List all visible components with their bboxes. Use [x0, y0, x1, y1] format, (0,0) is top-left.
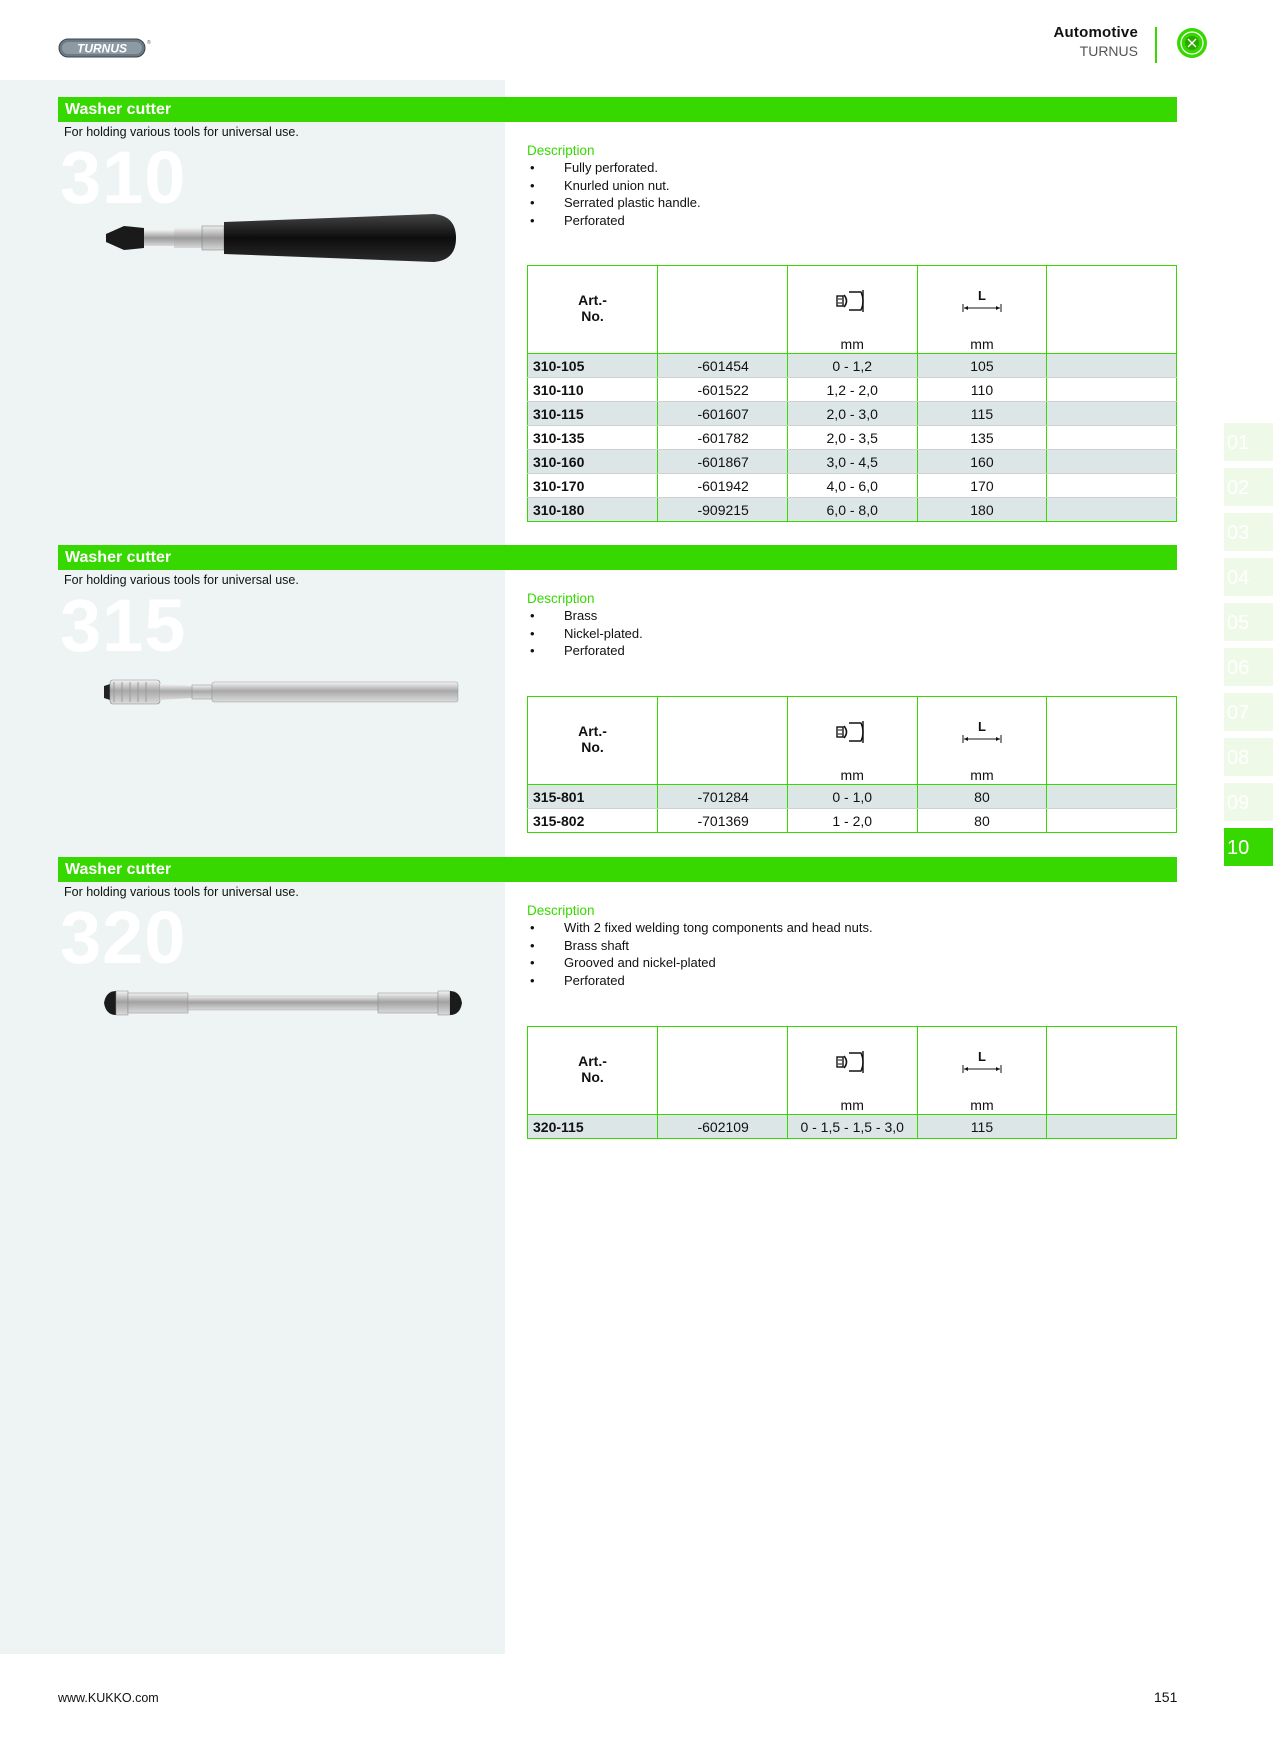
article-code: -601522 [657, 378, 787, 402]
article-code: -601607 [657, 402, 787, 426]
description-block [527, 591, 643, 660]
footer-website[interactable]: www.KUKKO.com [58, 1691, 159, 1705]
section-subtitle: For holding various tools for universal use. [64, 885, 299, 899]
length-value: 170 [917, 474, 1047, 498]
clamping-range: 4,0 - 6,0 [787, 474, 917, 498]
description-block [527, 903, 873, 989]
art-no-label-2: No. [581, 1069, 604, 1085]
art-no-label: Art.- [578, 292, 607, 308]
description-item: • With 2 fixed welding tong components and head nuts. [527, 919, 873, 937]
header-category: Automotive [1053, 24, 1138, 41]
article-code: -909215 [657, 498, 787, 522]
article-number: 310-170 [528, 474, 658, 498]
brand-seal-icon [1176, 27, 1208, 59]
description-heading: Description [527, 143, 595, 158]
length-value: 115 [917, 402, 1047, 426]
section-title-bar [58, 857, 1177, 882]
description-heading: Description [527, 903, 595, 918]
header-art-no [528, 1027, 658, 1094]
length-symbol: L [977, 719, 986, 734]
chapter-tab[interactable]: 09 [1224, 783, 1273, 821]
article-number: 310-115 [528, 402, 658, 426]
length-value: 160 [917, 450, 1047, 474]
table-row [528, 450, 1177, 474]
spec-table [527, 265, 1177, 522]
header-art-no [528, 697, 658, 764]
length-dimension-icon [962, 734, 1002, 744]
section-number: 310 [60, 136, 187, 219]
article-code: -602109 [657, 1115, 787, 1139]
section-subtitle: For holding various tools for universal use. [64, 125, 299, 139]
clamping-range: 1,2 - 2,0 [787, 378, 917, 402]
article-code: -601454 [657, 354, 787, 378]
section-number: 315 [60, 584, 187, 667]
header-titles [1054, 24, 1139, 59]
double-ended-pin-vise-image [102, 985, 464, 1021]
article-number: 310-135 [528, 426, 658, 450]
header-art-no [528, 266, 658, 333]
length-symbol: L [977, 288, 986, 303]
description-heading: Description [527, 591, 595, 606]
description-item: • Brass shaft [527, 937, 873, 955]
table-row [528, 402, 1177, 426]
clamp-capacity-icon [835, 288, 869, 314]
chapter-tab[interactable]: 02 [1224, 468, 1273, 506]
header-empty [1047, 697, 1177, 764]
header-length [917, 266, 1047, 333]
brass-pin-vise-image [102, 674, 462, 710]
description-item: • Perforated [527, 212, 701, 230]
logo-text: TURNUS [77, 41, 127, 56]
description-item: • Grooved and nickel-plated [527, 954, 873, 972]
section-number: 320 [60, 896, 187, 979]
chapter-tab[interactable]: 07 [1224, 693, 1273, 731]
header-capacity [787, 697, 917, 764]
table-row [528, 426, 1177, 450]
clamping-range: 0 - 1,2 [787, 354, 917, 378]
length-dimension-icon [962, 1064, 1002, 1074]
description-item: • Perforated [527, 972, 873, 990]
pin-vise-with-plastic-handle-image [104, 210, 460, 266]
unit-length: mm [917, 332, 1047, 354]
article-code: -601782 [657, 426, 787, 450]
table-row [528, 354, 1177, 378]
article-code: -701369 [657, 809, 787, 833]
table-row [528, 809, 1177, 833]
header-length [917, 697, 1047, 764]
clamping-range: 6,0 - 8,0 [787, 498, 917, 522]
length-value: 80 [917, 785, 1047, 809]
art-no-label: Art.- [578, 1053, 607, 1069]
spec-table [527, 1026, 1177, 1139]
chapter-tab-active[interactable]: 10 [1224, 828, 1273, 866]
description-item: • Knurled union nut. [527, 177, 701, 195]
header-code [657, 266, 787, 333]
description-item: • Perforated [527, 642, 643, 660]
article-code: -701284 [657, 785, 787, 809]
svg-text:®: ® [147, 40, 151, 46]
description-item: • Nickel-plated. [527, 625, 643, 643]
section-title-bar [58, 97, 1177, 122]
article-number: 320-115 [528, 1115, 658, 1139]
unit-capacity: mm [787, 1093, 917, 1115]
article-number: 310-180 [528, 498, 658, 522]
unit-capacity: mm [787, 332, 917, 354]
description-block [527, 143, 701, 229]
header-capacity [787, 266, 917, 333]
length-value: 80 [917, 809, 1047, 833]
clamping-range: 3,0 - 4,5 [787, 450, 917, 474]
chapter-tab[interactable]: 03 [1224, 513, 1273, 551]
table-row [528, 474, 1177, 498]
clamping-range: 0 - 1,5 - 1,5 - 3,0 [787, 1115, 917, 1139]
section-title: Washer cutter [65, 549, 172, 566]
description-item: • Brass [527, 607, 643, 625]
header-empty [1047, 1027, 1177, 1094]
clamping-range: 0 - 1,0 [787, 785, 917, 809]
clamping-range: 2,0 - 3,5 [787, 426, 917, 450]
turnus-logo [58, 38, 150, 58]
length-symbol: L [977, 1049, 986, 1064]
art-no-label-2: No. [581, 308, 604, 324]
article-number: 310-110 [528, 378, 658, 402]
section-title: Washer cutter [65, 101, 172, 118]
clamp-capacity-icon [835, 719, 869, 745]
section-subtitle: For holding various tools for universal use. [64, 573, 299, 587]
clamping-range: 1 - 2,0 [787, 809, 917, 833]
chapter-tab[interactable]: 06 [1224, 648, 1273, 686]
header-code [657, 1027, 787, 1094]
table-row [528, 1115, 1177, 1139]
article-number: 315-801 [528, 785, 658, 809]
chapter-tab[interactable]: 04 [1224, 558, 1273, 596]
clamping-range: 2,0 - 3,0 [787, 402, 917, 426]
description-item: • Serrated plastic handle. [527, 194, 701, 212]
spec-table [527, 696, 1177, 833]
chapter-tab[interactable]: 01 [1224, 423, 1273, 461]
header-capacity [787, 1027, 917, 1094]
article-code: -601867 [657, 450, 787, 474]
chapter-tab[interactable]: 05 [1224, 603, 1273, 641]
header-code [657, 697, 787, 764]
unit-capacity: mm [787, 763, 917, 785]
art-no-label: Art.- [578, 723, 607, 739]
section-title-bar [58, 545, 1177, 570]
header-length [917, 1027, 1047, 1094]
unit-length: mm [917, 763, 1047, 785]
article-number: 310-105 [528, 354, 658, 378]
article-code: -601942 [657, 474, 787, 498]
chapter-tab[interactable]: 08 [1224, 738, 1273, 776]
header-divider [1155, 27, 1157, 63]
article-number: 310-160 [528, 450, 658, 474]
table-row [528, 378, 1177, 402]
article-number: 315-802 [528, 809, 658, 833]
length-dimension-icon [962, 303, 1002, 313]
length-value: 110 [917, 378, 1047, 402]
length-value: 135 [917, 426, 1047, 450]
length-value: 105 [917, 354, 1047, 378]
unit-length: mm [917, 1093, 1047, 1115]
length-value: 115 [917, 1115, 1047, 1139]
length-value: 180 [917, 498, 1047, 522]
table-row [528, 498, 1177, 522]
art-no-label-2: No. [581, 739, 604, 755]
header-brand: TURNUS [1079, 43, 1138, 59]
header-empty [1047, 266, 1177, 333]
description-item: • Fully perforated. [527, 159, 701, 177]
table-row [528, 785, 1177, 809]
page-number: 151 [1154, 1689, 1178, 1705]
section-title: Washer cutter [65, 861, 172, 878]
clamp-capacity-icon [835, 1049, 869, 1075]
